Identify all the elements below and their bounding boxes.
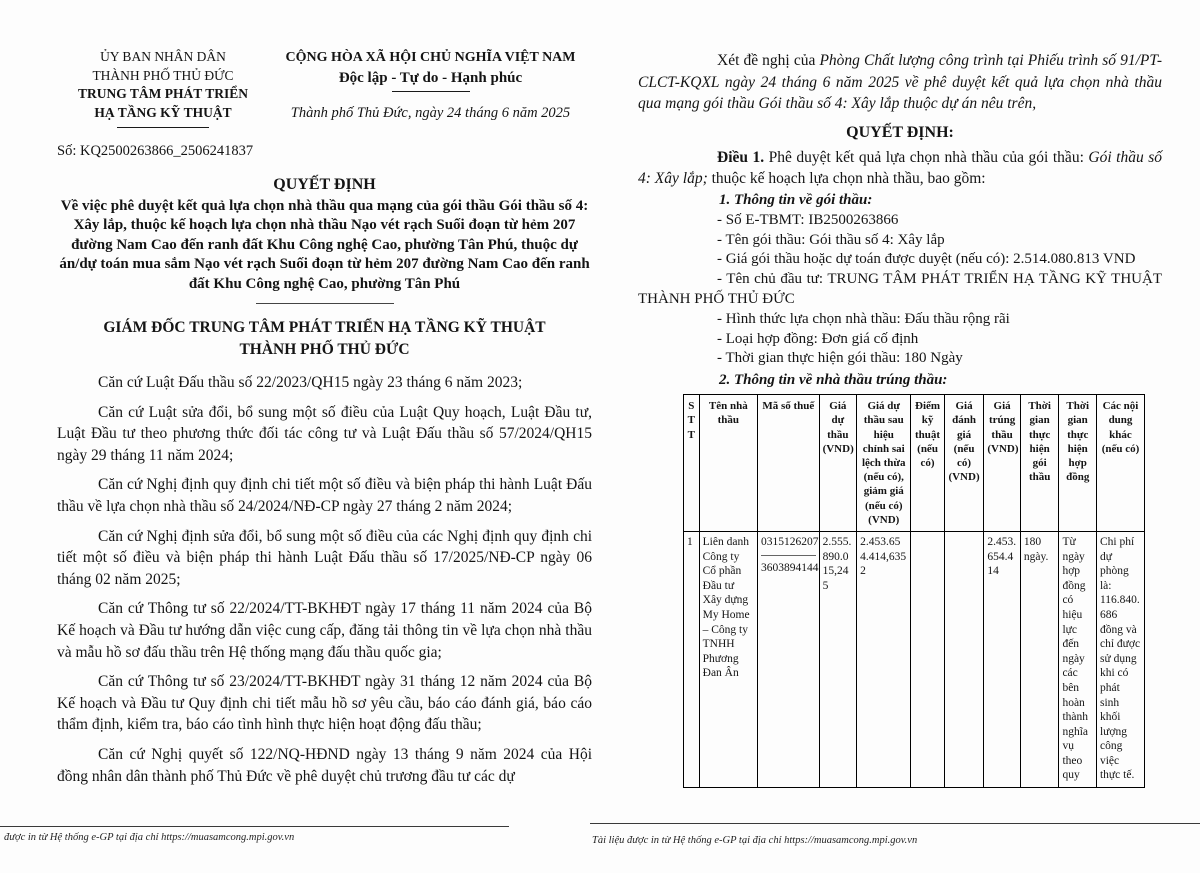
footer-note-left: được in từ Hệ thống e-GP tại địa chỉ https://muasamcong.mpi.gov.vn bbox=[4, 832, 295, 843]
cell-winning-price: 2.453.654.414 bbox=[984, 531, 1021, 787]
package-info-item: - Tên gói thầu: Gói thầu số 4: Xây lắp bbox=[717, 231, 945, 248]
org-line-2: THÀNH PHỐ THỦ ĐỨC bbox=[92, 67, 234, 83]
national-motto: Độc lập - Tự do - Hạnh phúc bbox=[338, 70, 523, 86]
authority-line-2: THÀNH PHỐ THỦ ĐỨC bbox=[239, 340, 410, 358]
org-line-3: TRUNG TÂM PHÁT TRIỂN bbox=[78, 86, 248, 101]
org-line-4: HẠ TẦNG KỸ THUẬT bbox=[94, 104, 232, 120]
legal-basis-paragraph: Căn cứ Thông tư số 22/2024/TT-BKHĐT ngày 17 tháng 11 năm 2024 của Bộ Kế hoạch và Đầu tư hướng dẫn việc cung cấp, đăng tải thông tin về lựa chọn nhà thầu và mẫu hồ sơ đấu thầu trên Hệ thống mạng đấu thầu quốc gia; bbox=[57, 600, 592, 661]
cell-corrected-price: 2.453.654.414,6352 bbox=[857, 531, 911, 787]
cell-bid-price: 2.555.890.015,245 bbox=[819, 531, 857, 787]
page-right bbox=[638, 50, 1162, 788]
tax-code-1: 0315126207 bbox=[761, 535, 816, 556]
cell-technical-score bbox=[911, 531, 944, 787]
cell-other-content: Chi phí dự phòng là: 116.840.686 đồng và chỉ được sử dụng khi có phát sinh khối lượng công việc thực tế. bbox=[1096, 531, 1144, 787]
article-1-paragraph bbox=[638, 147, 1162, 189]
package-info-item: - Loại hợp đồng: Đơn giá cố định bbox=[717, 330, 919, 347]
article-1-rest: thuộc kế hoạch lựa chọn nhà thầu, bao gồm: bbox=[707, 169, 986, 187]
national-title: CỘNG HÒA XÃ HỘI CHỦ NGHĨA VIỆT NAM bbox=[285, 50, 576, 65]
section-1-heading: 1. Thông tin về gói thầu: bbox=[719, 191, 873, 208]
decision-heading-right: QUYẾT ĐỊNH: bbox=[846, 123, 954, 141]
package-info-item: - Số E-TBMT: IB2500263866 bbox=[717, 211, 899, 228]
org-line-1: ỦY BAN NHÂN DÂN bbox=[100, 49, 226, 64]
cell-evaluated-price bbox=[944, 531, 984, 787]
title-underline bbox=[256, 303, 394, 304]
tax-code-2: 3603894144 bbox=[761, 561, 819, 574]
article-1-package: Gói thầu số 4: Xây lắp; bbox=[638, 148, 1163, 187]
decision-heading: QUYẾT ĐỊNH bbox=[273, 176, 376, 193]
footer-note-right: Tài liệu được in từ Hệ thống e-GP tại địa chỉ https://muasamcong.mpi.gov.vn bbox=[592, 835, 918, 846]
legal-basis-paragraph: Căn cứ Nghị định quy định chi tiết một số điều và biện pháp thi hành Luật Đấu thầu về lựa chọn nhà thầu số 24/2024/NĐ-CP ngày 27 tháng 2 năm 2024; bbox=[57, 476, 592, 515]
cell-stt: 1 bbox=[684, 531, 700, 787]
col-header-contract-time: Thời gian thực hiện hợp đồng bbox=[1059, 395, 1097, 532]
footer-divider-left bbox=[0, 826, 509, 827]
package-info-item: - Thời gian thực hiện gói thầu: 180 Ngày bbox=[717, 350, 963, 367]
section-2-heading: 2. Thông tin về nhà thầu trúng thầu: bbox=[719, 372, 948, 389]
cell-contractor: Liên danh Công ty Cổ phần Đầu tư Xây dựng My Home – Công ty TNHH Phương Đan Ân bbox=[699, 531, 757, 787]
national-header-block bbox=[269, 48, 592, 128]
col-header-tax-code: Mã số thuế bbox=[758, 395, 820, 532]
legal-basis-paragraph: Căn cứ Luật Đấu thầu số 22/2023/QH15 ngày 23 tháng 6 năm 2023; bbox=[98, 374, 523, 392]
cell-tax-codes bbox=[758, 531, 820, 787]
footer-divider-right bbox=[590, 823, 1200, 824]
package-info-item: - Giá gói thầu hoặc dự toán được duyệt (nếu có): 2.514.080.813 VND bbox=[717, 251, 1136, 268]
col-header-stt: STT bbox=[684, 395, 700, 532]
document-number: Số: KQ2500263866_2506241837 bbox=[57, 143, 254, 159]
authority-line-1: GIÁM ĐỐC TRUNG TÂM PHÁT TRIỂN HẠ TẦNG KỸ THUẬT bbox=[103, 319, 546, 337]
cell-package-duration: 180 ngày. bbox=[1020, 531, 1059, 787]
motto-underline bbox=[392, 91, 470, 92]
col-header-bid-price: Giá dự thầu (VND) bbox=[819, 395, 857, 532]
date-line: Thành phố Thủ Đức, ngày 24 tháng 6 năm 2025 bbox=[290, 105, 571, 121]
col-header-corrected-price: Giá dự thầu sau hiệu chỉnh sai lệch thừa (nếu có), giảm giá (nếu có) (VND) bbox=[857, 395, 911, 532]
winning-contractor-table bbox=[683, 394, 1145, 788]
col-header-evaluated-price: Giá đánh giá (nếu có) (VND) bbox=[944, 395, 984, 532]
authority-heading bbox=[57, 317, 592, 360]
legal-basis-paragraph: Căn cứ Nghị định sửa đổi, bổ sung một số điều của các Nghị định quy định chi tiết một số điều và biện pháp thi hành Luật Đấu thầu số 17/2025/NĐ-CP ngày 06 tháng 02 năm 2025; bbox=[57, 527, 592, 588]
legal-basis-paragraph: Căn cứ Nghị quyết số 122/NQ-HĐND ngày 13 tháng 9 năm 2024 của Hội đồng nhân dân thành phố Thủ Đức về phê duyệt chủ trương đầu tư các dự bbox=[57, 745, 592, 785]
document-header bbox=[57, 48, 592, 128]
article-1-label: Điều 1. bbox=[717, 148, 765, 166]
col-header-other-content: Các nội dung khác (nếu có) bbox=[1096, 395, 1144, 532]
cell-contract-time: Từ ngày hợp đồng có hiệu lực đến ngày các bên hoàn thành nghĩa vụ theo quy bbox=[1059, 531, 1097, 787]
legal-basis-paragraph: Căn cứ Thông tư số 23/2024/TT-BKHĐT ngày 31 tháng 12 năm 2024 của Bộ Kế hoạch và Đầu tư Quy định chi tiết mẫu hồ sơ yêu cầu, báo cáo đánh giá, báo cáo thẩm định, kiểm tra, báo cáo tình hình thực hiện hoạt động đấu thầu; bbox=[57, 673, 592, 734]
table-header-row bbox=[684, 395, 1145, 532]
table-row bbox=[684, 531, 1145, 787]
proposal-lead: Xét đề nghị của bbox=[717, 52, 820, 69]
package-info-item: - Hình thức lựa chọn nhà thầu: Đấu thầu rộng rãi bbox=[717, 310, 1010, 327]
col-header-technical-score: Điểm kỹ thuật (nếu có) bbox=[911, 395, 944, 532]
col-header-winning-price: Giá trúng thầu (VND) bbox=[984, 395, 1021, 532]
article-1-text: Phê duyệt kết quả lựa chọn nhà thầu của gói thầu: bbox=[764, 148, 1089, 166]
decision-title: Về việc phê duyệt kết quả lựa chọn nhà thầu qua mạng của gói thầu Gói thầu số 4: Xây lắp, thuộc kế hoạch lựa chọn nhà thầu Nạo vét rạch Suối đoạn từ hẻm 207 đường Nam Cao đến ranh đất Khu Công nghệ Cao, phường Tân Phú, thuộc dự án/dự toán mua sắm Nạo vét rạch Suối đoạn từ hẻm 207 đường Nam Cao đến ranh đất Khu Công nghệ Cao, phường Tân Phú bbox=[59, 198, 590, 292]
proposal-detail: Phòng Chất lượng công trình tại Phiếu trình số 91/PT-CLCT-KQXL ngày 24 tháng 6 năm 2025 về phê duyệt kết quả lựa chọn nhà thầu qua mạng gói thầu Gói thầu số 4: Xây lắp thuộc dự án nêu trên, bbox=[638, 52, 1162, 113]
proposal-paragraph bbox=[638, 50, 1162, 115]
issuing-org-block bbox=[57, 48, 269, 128]
legal-basis-paragraph: Căn cứ Luật sửa đổi, bổ sung một số điều của Luật Quy hoạch, Luật Đầu tư, Luật Đầu tư theo phương thức đối tác công tư và Luật Đấu thầu số 57/2024/QH15 ngày 29 tháng 11 năm 2024; bbox=[57, 403, 592, 464]
page-left bbox=[57, 48, 592, 787]
col-header-package-duration: Thời gian thực hiện gói thầu bbox=[1020, 395, 1059, 532]
package-info-item: - Tên chủ đầu tư: TRUNG TÂM PHÁT TRIỂN HẠ TẦNG KỸ THUẬT THÀNH PHỐ THỦ ĐỨC bbox=[638, 271, 1162, 307]
org-underline bbox=[117, 127, 209, 128]
col-header-contractor: Tên nhà thầu bbox=[699, 395, 757, 532]
